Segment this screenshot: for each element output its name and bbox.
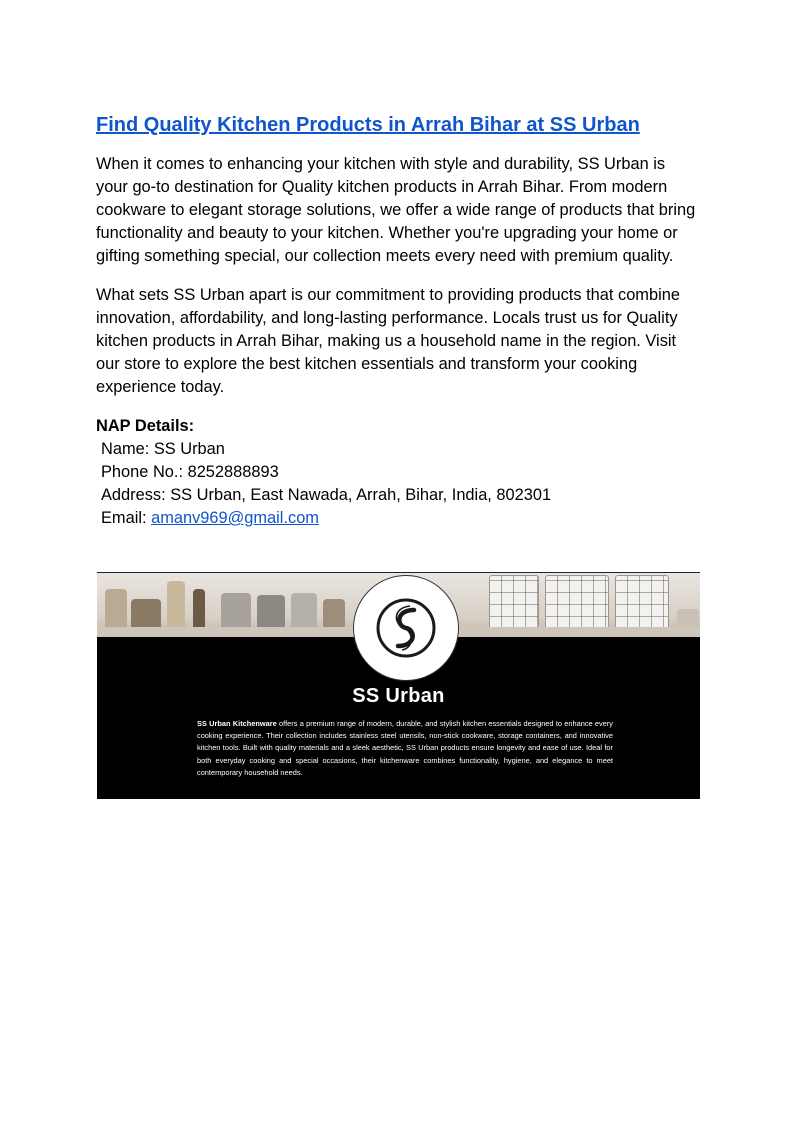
jar-decoration bbox=[291, 593, 317, 629]
canister-decoration bbox=[545, 575, 609, 629]
banner-blurb bbox=[197, 718, 613, 779]
page-title-link[interactable]: Find Quality Kitchen Products in Arrah Bihar at SS Urban bbox=[96, 114, 640, 136]
nap-name-label: Name: bbox=[101, 440, 154, 458]
jar-decoration bbox=[105, 589, 127, 629]
jar-decoration bbox=[257, 595, 285, 629]
document-page bbox=[96, 112, 700, 530]
canister-decoration bbox=[615, 575, 669, 629]
nap-address bbox=[96, 484, 700, 507]
nap-address-value: SS Urban, East Nawada, Arrah, Bihar, India, 802301 bbox=[170, 486, 552, 504]
nap-details bbox=[96, 415, 700, 530]
banner-brand-name: SS Urban bbox=[352, 685, 445, 707]
email-link[interactable]: amanv969@gmail.com bbox=[151, 509, 319, 527]
intro-paragraph: When it comes to enhancing your kitchen with style and durability, SS Urban is your go-to destination for Quality kitchen products in Arrah Bihar. From modern cookware to elegant storage solutions, we offer a wide range of products that bring functionality and beauty to your kitchen. Whether you're upgrading your home or gifting something special, our collection meets every need with premium quality. bbox=[96, 155, 696, 265]
second-paragraph: What sets SS Urban apart is our commitment to providing products that combine innovation, affordability, and long-lasting performance. Locals trust us for Quality kitchen products in Arrah Bihar, making us a household name in the region. Visit our store to explore the best kitchen essentials and transform your cooking experience today. bbox=[96, 286, 680, 396]
logo-badge bbox=[353, 575, 459, 681]
nap-email-label: Email: bbox=[101, 509, 152, 527]
nap-phone bbox=[96, 461, 700, 484]
brand-banner-image bbox=[97, 572, 700, 799]
nap-name-value: SS Urban bbox=[153, 440, 225, 458]
nap-phone-value: 8252888893 bbox=[187, 463, 279, 481]
nap-heading: NAP Details: bbox=[96, 417, 195, 435]
canister-decoration bbox=[489, 575, 539, 629]
nap-address-label: Address: bbox=[101, 486, 171, 504]
jar-decoration bbox=[221, 593, 251, 629]
ss-monogram-logo-icon bbox=[374, 596, 438, 660]
jar-decoration bbox=[131, 599, 161, 629]
jar-decoration bbox=[677, 609, 699, 629]
nap-phone-label: Phone No.: bbox=[101, 463, 188, 481]
blurb-text: offers a premium range of modern, durable, and stylish kitchen essentials designed to enhance every cooking experience. Their collection includes stainless steel utensils, non-stick cookware, storage containers, and innovative kitchen tools. Built with quality materials and a sleek aesthetic, SS Urban products ensure longevity and ease of use. Ideal for both everyday cooking and special occasions, their kitchenware combines functionality, hygiene, and elegance to meet contemporary household needs. bbox=[197, 719, 613, 777]
nap-name bbox=[96, 438, 700, 461]
jar-decoration bbox=[323, 599, 345, 629]
blurb-bold: SS Urban Kitchenware bbox=[197, 719, 277, 728]
jar-decoration bbox=[167, 581, 185, 629]
nap-email bbox=[96, 507, 700, 530]
jar-decoration bbox=[193, 589, 205, 629]
